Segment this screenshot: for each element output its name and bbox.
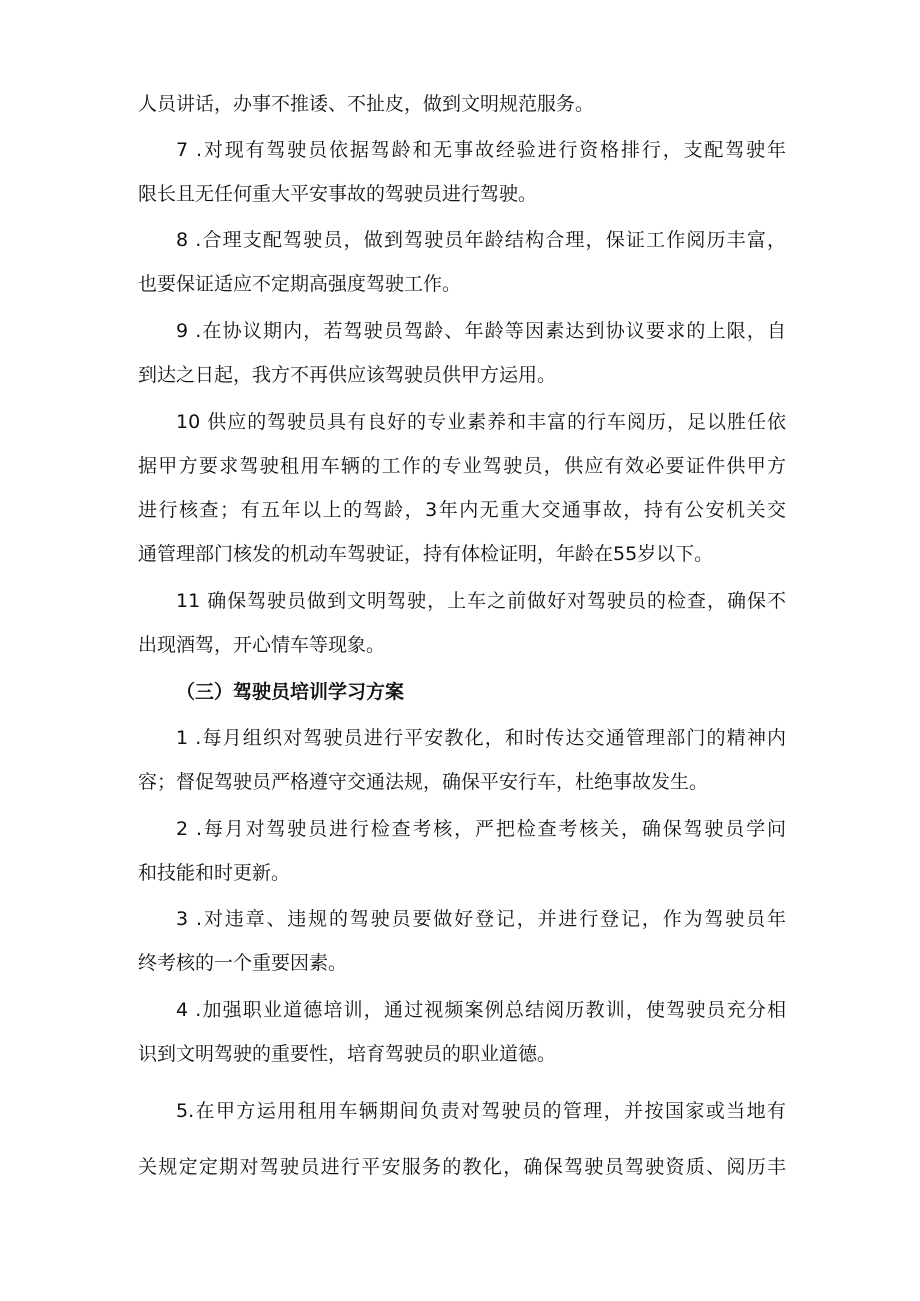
text-line: 容；督促驾驶员严格遵守交通法规，确保平安行车，杜绝事故发生。: [138, 771, 709, 793]
text-line: 到达之日起，我方不再供应该驾驶员供甲方运用。: [138, 364, 557, 386]
text-line: 进行核查；有五年以上的驾龄，3年内无重大交通事故，持有公安机关交: [138, 499, 786, 521]
text-line: 和技能和时更新。: [138, 862, 291, 884]
text-line: 人员讲话，办事不推诿、不扯皮，做到文明规范服务。: [138, 93, 595, 115]
text-line: 通管理部门核发的机动车驾驶证，持有体检证明，年龄在55岁以下。: [138, 543, 714, 565]
text-line: 3 .对违章、违规的驾驶员要做好登记，并进行登记，作为驾驶员年: [176, 908, 786, 930]
text-line: 10 供应的驾驶员具有良好的专业素养和丰富的行车阅历，足以胜任依: [176, 411, 786, 433]
text-line: 终考核的一个重要因素。: [138, 952, 348, 974]
text-line: 出现酒驾，开心情车等现象。: [138, 634, 386, 656]
text-line: 8 .合理支配驾驶员，做到驾驶员年龄结构合理，保证工作阅历丰富，: [176, 229, 786, 251]
text-line: 识到文明驾驶的重要性，培育驾驶员的职业道德。: [138, 1043, 557, 1065]
text-line: 也要保证适应不定期高强度驾驶工作。: [138, 273, 462, 295]
text-line: 9 .在协议期内，若驾驶员驾龄、年龄等因素达到协议要求的上限，自: [176, 320, 786, 342]
text-line: 限长且无任何重大平安事故的驾驶员进行驾驶。: [138, 183, 538, 205]
text-line: 11 确保驾驶员做到文明驾驶，上车之前做好对驾驶员的检查，确保不: [176, 590, 786, 612]
text-line: 4 .加强职业道德培训，通过视频案例总结阅历教训，使驾驶员充分相: [176, 999, 786, 1021]
text-line: 5.在甲方运用租用车辆期间负责对驾驶员的管理，并按国家或当地有: [176, 1100, 786, 1122]
text-line: 7 .对现有驾驶员依据驾龄和无事故经验进行资格排行，支配驾驶年: [176, 139, 786, 161]
text-line: 2 .每月对驾驶员进行检查考核，严把检查考核关，确保驾驶员学问: [176, 818, 786, 840]
text-line: 关规定定期对驾驶员进行平安服务的教化，确保驾驶员驾驶资质、阅历丰: [138, 1156, 786, 1178]
text-line: 据甲方要求驾驶租用车辆的工作的专业驾驶员，供应有效必要证件供甲方: [138, 455, 786, 477]
section-heading: （三）驾驶员培训学习方案: [176, 681, 405, 703]
text-line: 1 .每月组织对驾驶员进行平安教化，和时传达交通管理部门的精神内: [176, 727, 786, 749]
